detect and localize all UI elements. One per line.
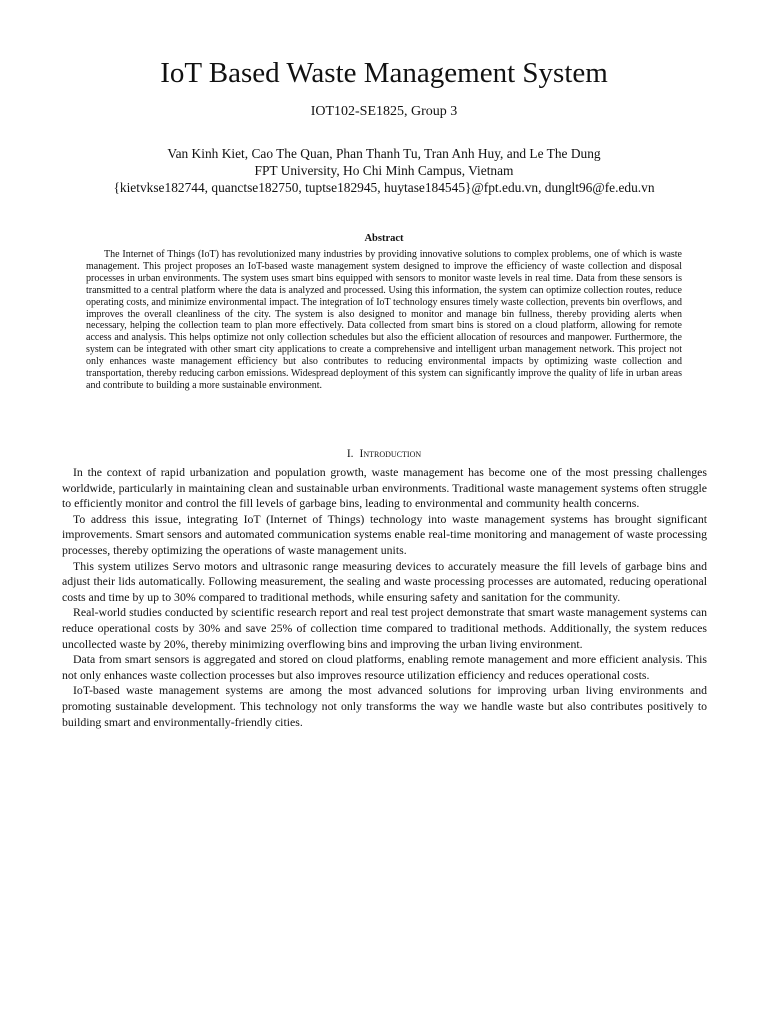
course-group-line: IOT102-SE1825, Group 3 [310,104,458,119]
section-heading [0,447,768,461]
abstract-heading: Abstract [364,233,404,244]
section-title: Introduction [359,448,422,460]
introduction-body [62,465,707,730]
intro-paragraph: Data from smart sensors is aggregated and stored on cloud platforms, enabling remote management and more efficient analysis. This not only enhances waste collection processes but also improves resource utilization efficiency and reduces operational costs. [62,652,707,682]
author-block [0,145,768,196]
author-emails: {kietvkse182744, quanctse182750, tuptse182945, huytase184545}@fpt.edu.vn, dunglt96@fe.edu.vn [113,180,655,195]
intro-paragraph: In the context of rapid urbanization and population growth, waste management has become one of the most pressing challenges worldwide, particularly in maintaining clean and sustainable urban environments. Traditional waste management systems often struggle to efficiently monitor and control the fill levels of garbage bins, leading to environmental and community health concerns. [62,465,707,511]
author-names: Van Kinh Kiet, Cao The Quan, Phan Thanh Tu, Tran Anh Huy, and Le The Dung [167,146,601,161]
intro-paragraph: Real-world studies conducted by scientific research report and real test project demonstrate that smart waste management systems can reduce operational costs by 30% and save 25% of collection time compared to traditional methods. Additionally, the system reduces uncollected waste by 20%, thereby minimizing overflowing bins and improving the urban living environment. [62,605,707,651]
intro-paragraph: This system utilizes Servo motors and ultrasonic range measuring devices to accurately measure the fill levels of garbage bins and adjust their lids automatically. Following measurement, the sealing and waste processing processes are automated, reducing operational costs and time by up to 30% compared to traditional methods, while ensuring safety and sanitation for the community. [62,558,707,604]
author-affiliation: FPT University, Ho Chi Minh Campus, Vietnam [254,163,514,178]
abstract-text: The Internet of Things (IoT) has revolutionized many industries by providing innovative solutions to complex problems, one of which is waste management. This project proposes an IoT-based waste management system designed to improve the efficiency of waste collection and disposal processes in urban environments. The system uses smart bins equipped with sensors to monitor waste levels in real time. Data from these sensors is transmitted to a central platform where the data is analyzed and processed. Using this information, the system can optimize collection routes, reduce operating costs, and minimize environmental impact. The integration of IoT technology ensures timely waste collection, prevents bin overflows, and improves the overall cleanliness of the city. The system is also designed to monitor and manage bin fullness, thereby providing alerts when necessary, helping the collection team to plan more effectively. Data collected from smart bins is stored on a cloud platform, allowing for remote access and analysis. This helps optimize not only collection schedules but also the efficient allocation of resources and manpower. Furthermore, the system can be integrated with other smart city applications to create a comprehensive and intelligent urban management network. This project not only enhances waste management efficiency but also contributes to reducing environmental impacts by optimizing waste collection and transportation, thereby reducing carbon emissions. Widespread deployment of this system can significantly improve the quality of life in urban areas and contribute to building a more sustainable environment. [86,249,682,391]
paper-title: IoT Based Waste Management System [160,57,608,89]
intro-paragraph: To address this issue, integrating IoT (Internet of Things) technology into waste management systems has brought significant improvements. Smart sensors and automated communication systems enable real-time monitoring and management of waste processing processes, thereby optimizing the operations of waste management units. [62,511,707,557]
intro-paragraph: IoT-based waste management systems are among the most advanced solutions for improving urban living environments and promoting sustainable development. This technology not only transforms the way we handle waste but also contributes positively to building smart and environmentally-friendly cities. [62,683,707,729]
section-number: I. [346,448,354,460]
